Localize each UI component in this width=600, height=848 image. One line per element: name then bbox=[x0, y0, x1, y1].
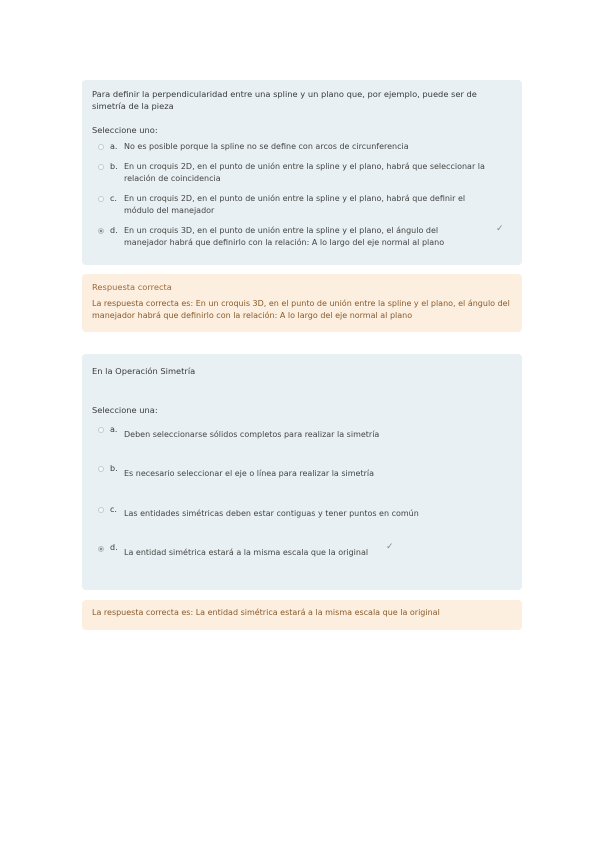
option-text: En un croquis 2D, en el punto de unión entre la spline y el plano, habrá que definir el módulo del manejador bbox=[124, 194, 466, 215]
check-icon: ✓ bbox=[496, 224, 504, 234]
feedback-text: La respuesta correcta es: En un croquis 3D, en el punto de unión entre la spline y el plano, el ángulo del manejador habrá que definirlo con la relación: A lo largo del eje normal al plano bbox=[92, 299, 510, 320]
question-text: Para definir la perpendicularidad entre una spline y un plano que, por ejemplo, puede ser de simetría de la pieza bbox=[92, 89, 477, 111]
option-a[interactable] bbox=[82, 141, 522, 153]
option-text: La entidad simétrica estará a la misma escala que la original bbox=[124, 548, 369, 557]
answer-prompt: Seleccione una: bbox=[92, 405, 158, 415]
feedback-title: Respuesta correcta bbox=[92, 282, 172, 292]
option-letter: a. bbox=[110, 142, 118, 151]
option-text: No es posible porque la spline no se define con arcos de circunferencia bbox=[124, 142, 409, 151]
radio-b[interactable] bbox=[98, 164, 104, 170]
option-letter: a. bbox=[110, 425, 118, 434]
question-card-2 bbox=[82, 354, 522, 590]
radio-d-selected[interactable] bbox=[98, 228, 104, 234]
option-text: Deben seleccionarse sólidos completos para realizar la simetría bbox=[124, 430, 380, 439]
option-d[interactable] bbox=[82, 225, 522, 249]
radio-c[interactable] bbox=[98, 507, 104, 513]
option-c[interactable] bbox=[82, 193, 522, 217]
option-d[interactable] bbox=[82, 542, 522, 556]
option-b[interactable] bbox=[82, 463, 522, 477]
question-text: En la Operación Simetría bbox=[92, 366, 196, 376]
option-text: En un croquis 2D, en el punto de unión entre la spline y el plano, habrá que seleccionar la relación de coincidencia bbox=[124, 162, 485, 183]
radio-a[interactable] bbox=[98, 427, 104, 433]
option-letter: c. bbox=[110, 505, 117, 514]
radio-a[interactable] bbox=[98, 144, 104, 150]
option-letter: d. bbox=[110, 543, 118, 552]
option-text: En un croquis 3D, en el punto de unión entre la spline y el plano, el ángulo del manejador habrá que definirlo con la relación: A lo largo del eje normal al plano bbox=[124, 226, 445, 247]
radio-b[interactable] bbox=[98, 466, 104, 472]
feedback-text: La respuesta correcta es: La entidad simétrica estará a la misma escala que la original bbox=[92, 608, 440, 617]
feedback-card-1 bbox=[82, 274, 522, 332]
radio-d-selected[interactable] bbox=[98, 546, 104, 552]
option-letter: d. bbox=[110, 226, 118, 235]
option-text: Es necesario seleccionar el eje o línea para realizar la simetría bbox=[124, 469, 375, 478]
option-a[interactable] bbox=[82, 424, 522, 438]
option-letter: b. bbox=[110, 162, 118, 171]
option-c[interactable] bbox=[82, 504, 522, 518]
question-card-1 bbox=[82, 80, 522, 265]
radio-c[interactable] bbox=[98, 196, 104, 202]
option-text: Las entidades simétricas deben estar contiguas y tener puntos en común bbox=[124, 509, 419, 518]
check-icon: ✓ bbox=[386, 542, 394, 552]
option-letter: b. bbox=[110, 464, 118, 473]
option-b[interactable] bbox=[82, 161, 522, 185]
option-letter: c. bbox=[110, 194, 117, 203]
answer-prompt: Seleccione uno: bbox=[92, 125, 158, 135]
feedback-card-2 bbox=[82, 600, 522, 630]
